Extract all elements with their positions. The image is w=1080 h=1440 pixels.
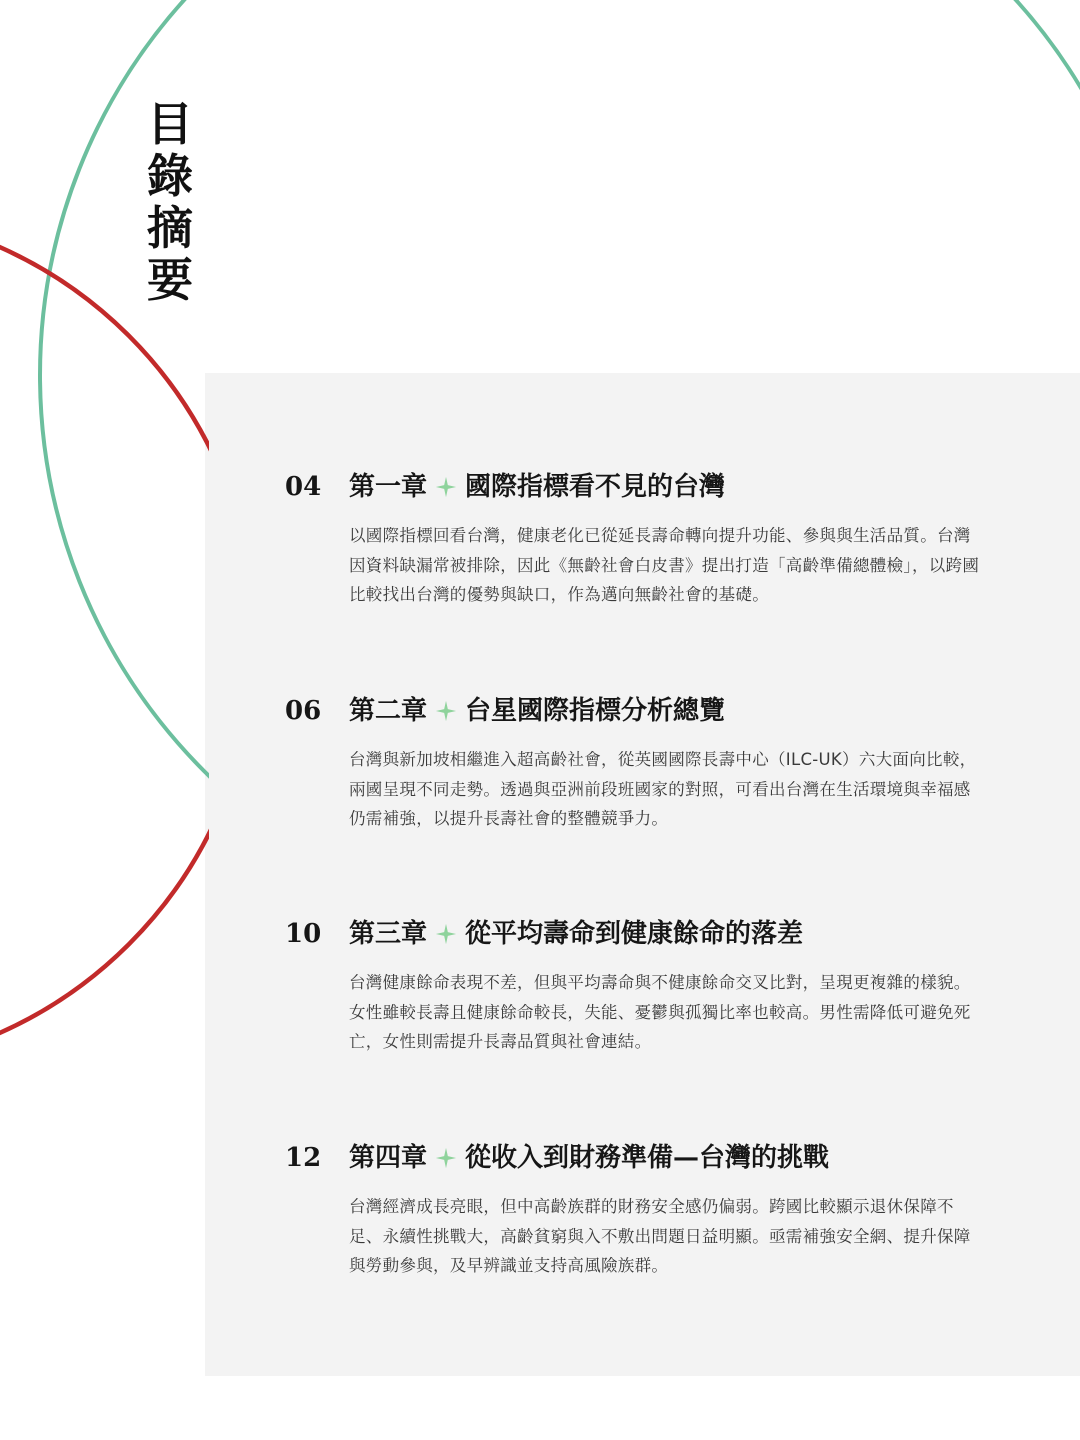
page-title xyxy=(140,98,200,306)
toc-page-number: 06 xyxy=(285,696,322,726)
toc-page-number: 12 xyxy=(285,1143,322,1173)
chapter-title: 國際指標看不見的台灣 xyxy=(465,472,726,502)
toc-page-number: 10 xyxy=(285,919,322,949)
chapter-summary: 台灣經濟成長亮眼，但中高齡族群的財務安全感仍偏弱。跨國比較顯示退休保障不足、永續性挑戰大，高齡貧窮與入不敷出問題日益明顯。亟需補強安全網、提升保障與勞動參與，及早辨識並支持高風險族群。 xyxy=(349,1197,971,1275)
chapter-title: 從平均壽命到健康餘命的落差 xyxy=(465,919,804,949)
chapter-label: 第四章 xyxy=(349,1143,428,1173)
chapter-label: 第三章 xyxy=(349,919,428,949)
sparkle-icon xyxy=(435,1147,457,1169)
sparkle-icon xyxy=(435,476,457,498)
chapter-label: 第二章 xyxy=(349,696,428,726)
page-title-char: 錄 xyxy=(147,149,193,203)
chapter-summary: 台灣與新加坡相繼進入超高齡社會，從英國國際長壽中心（ILC-UK）六大面向比較，兩國呈現不同走勢。透過與亞洲前段班國家的對照，可看出台灣在生活環境與幸福感仍需補強，以提升長壽社會的整體競爭力。 xyxy=(349,750,977,828)
page-title-char: 要 xyxy=(147,253,193,307)
sparkle-icon xyxy=(435,923,457,945)
page-title-char: 摘 xyxy=(147,201,193,255)
toc-page-number: 04 xyxy=(285,472,322,502)
chapter-summary: 以國際指標回看台灣，健康老化已從延長壽命轉向提升功能、參與與生活品質。台灣因資料缺漏常被排除，因此《無齡社會白皮書》提出打造「高齡準備總體檢」，以跨國比較找出台灣的優勢與缺口，作為邁向無齡社會的基礎。 xyxy=(349,526,980,604)
toc-heading xyxy=(349,691,725,731)
page-title-char: 目 xyxy=(147,97,193,151)
chapter-label: 第一章 xyxy=(349,472,428,502)
toc-heading xyxy=(349,914,803,954)
toc-heading xyxy=(349,467,725,507)
chapter-title: 台星國際指標分析總覽 xyxy=(465,696,726,726)
chapter-summary: 台灣健康餘命表現不差，但與平均壽命與不健康餘命交叉比對，呈現更複雜的樣貌。女性雖較長壽且健康餘命較長，失能、憂鬱與孤獨比率也較高。男性需降低可避免死亡，女性則需提升長壽品質與社會連結。 xyxy=(349,973,971,1051)
toc-heading xyxy=(349,1138,829,1178)
chapter-title: 從收入到財務準備—台灣的挑戰 xyxy=(465,1143,830,1173)
sparkle-icon xyxy=(435,700,457,722)
